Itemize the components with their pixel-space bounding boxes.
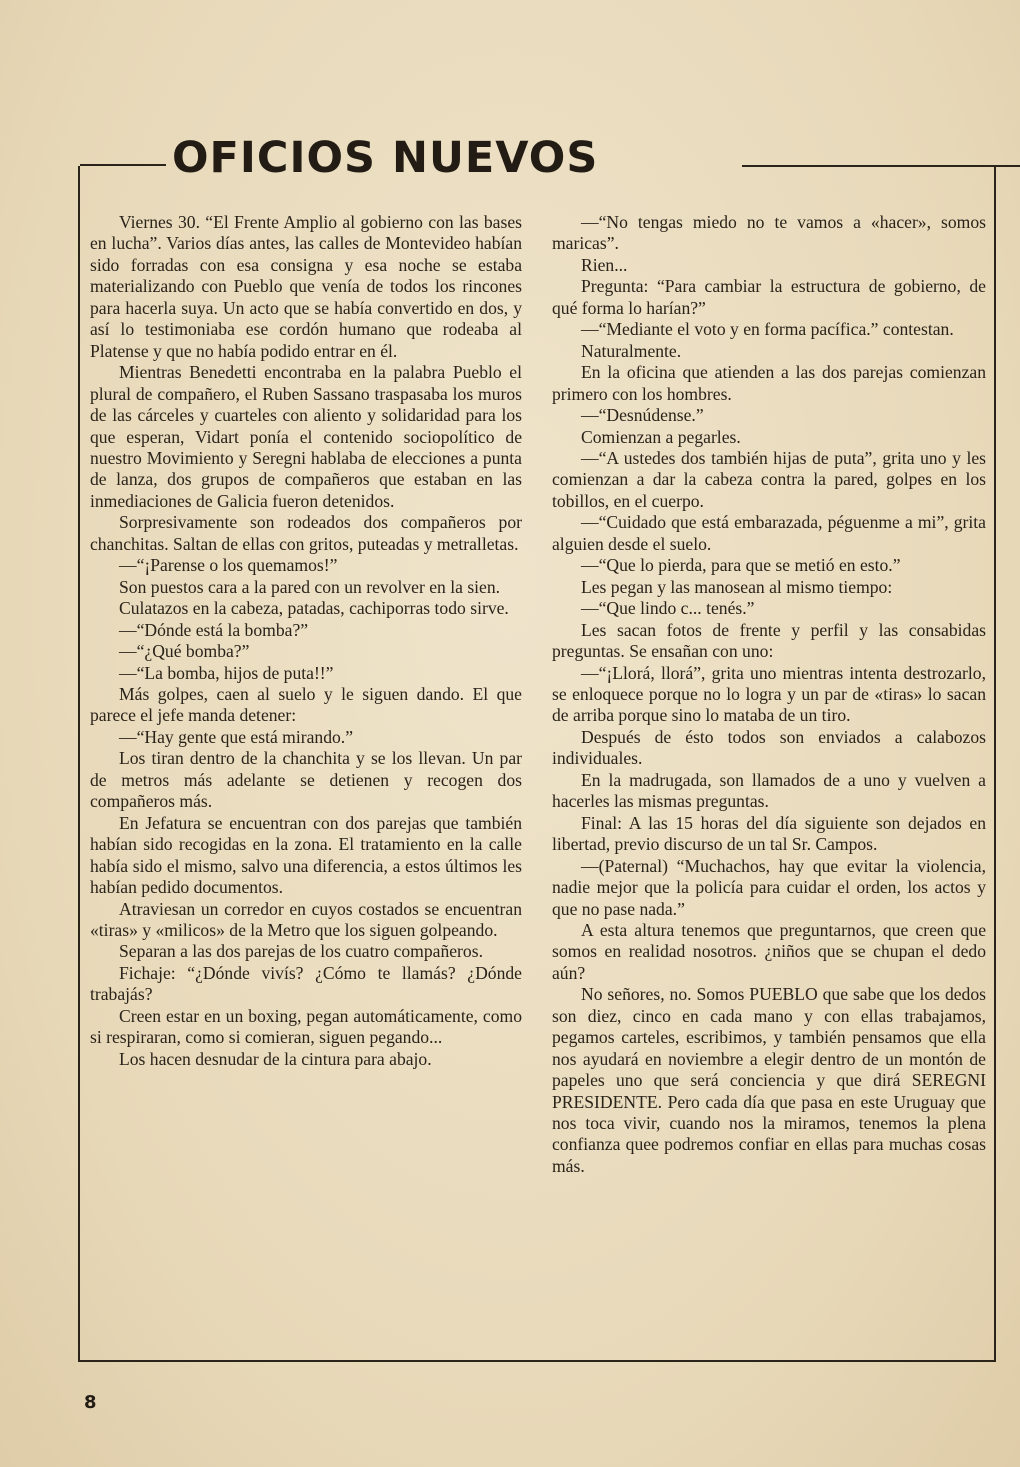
- paragraph: Son puestos cara a la pared con un revolver en la sien.: [119, 576, 501, 597]
- paragraph: —“Hay gente que está mirando.”: [119, 726, 354, 747]
- paragraph: Final: A las 15 horas del día siguiente son dejados en libertad, previo discurso de un tal Sr. Campos.: [552, 812, 986, 855]
- paragraph: —“Que lindo c... tenés.”: [581, 598, 755, 619]
- frame-right-rule: [994, 166, 996, 1362]
- paragraph: —“Dónde está la bomba?”: [119, 619, 309, 640]
- paragraph: Separan a las dos parejas de los cuatro compañeros.: [119, 941, 483, 962]
- title-rule-right: [742, 165, 1020, 167]
- paragraph: Los tiran dentro de la chanchita y se los llevan. Un par de metros más adelante se detienen y recogen dos compañeros más.: [90, 748, 522, 812]
- paragraph: En la oficina que atienden a las dos parejas comienzan primero con los hombres.: [552, 362, 986, 404]
- paragraph: No señores, no. Somos PUEBLO que sabe que los dedos son diez, cinco en cada mano y con ellas trabajamos, pegamos carteles, escribimos, y también pensamos que ella nos ayudará en noviembre a elegir dentro de un montón de papeles uno que será conciencia y que dirá SEREGNI PRESIDENTE. Pero cada día que pasa en este Uruguay que nos toca vivir, cuando nos la miramos, tenemos la plena confianza quee podremos confiar en ellas para muchas cosas más.: [552, 984, 986, 1176]
- page-number: 8: [84, 1392, 97, 1413]
- article-title: OFICIOS NUEVOS: [172, 133, 599, 183]
- frame-bottom-rule: [78, 1360, 996, 1362]
- paragraph: Viernes 30. “El Frente Amplio al gobierno con las bases en lucha”. Varios días antes, las calles de Montevideo habían sido forradas con esa consigna y esa noche se estaba materializando con Pueblo que venía de todos los rincones para hacerla suya. Un acto que se había convertido en dos, y así lo testimoniaba ese cordón humano que rodeaba al Platense y que no había podido entrar en él.: [90, 212, 522, 361]
- frame-left-rule: [78, 166, 80, 1362]
- title-rule-left: [80, 164, 166, 166]
- paragraph: —“Mediante el voto y en forma pacífica.” contestan.: [581, 319, 954, 340]
- paragraph: Rien...: [581, 254, 628, 275]
- paragraph: Creen estar en un boxing, pegan automáticamente, como si respiraran, como si comieran, siguen pegando...: [90, 1005, 522, 1048]
- paragraph: —“Que lo pierda, para que se metió en esto.”: [581, 555, 901, 576]
- paragraph: A esta altura tenemos que preguntarnos, que creen que somos en realidad nosotros. ¿niños que se chupan el dedo aún?: [552, 919, 986, 983]
- paragraph: —“¿Qué bomba?”: [119, 641, 250, 662]
- paragraph: Mientras Benedetti encontraba en la palabra Pueblo el plural de compañero, el Ruben Sassano traspasaba los muros de las cárceles y cuarteles con aliento y solidaridad para los que esperan, Vidart ponía el contenido sociopolítico de nuestro Movimiento y Seregni hablaba de elecciones a punta de lanza, dos grupos de compañeros que estaban en las inmediaciones de Galicia fueron detenidos.: [90, 362, 522, 511]
- paragraph: Culatazos en la cabeza, patadas, cachiporras todo sirve.: [119, 598, 509, 619]
- paragraph: En Jefatura se encuentran con dos parejas que también habían sido recogidas en la zona. El tratamiento en la calle había sido el mismo, salvo una diferencia, a estos últimos les habían pedido documentos.: [90, 812, 522, 898]
- paragraph: —(Paternal) “Muchachos, hay que evitar la violencia, nadie mejor que la policía para cuidar el orden, los actos y que no pase nada.”: [552, 855, 986, 919]
- paragraph: Comienzan a pegarles.: [581, 426, 741, 447]
- paragraph: Fichaje: “¿Dónde vivís? ¿Cómo te llamás? ¿Dónde trabajás?: [90, 962, 522, 1005]
- paragraph: Les sacan fotos de frente y perfil y las consabidas preguntas. Se ensañan con uno:: [552, 619, 986, 662]
- paragraph: —“Desnúdense.”: [581, 405, 704, 426]
- paragraph: En la madrugada, son llamados de a uno y vuelven a hacerles las mismas preguntas.: [552, 769, 986, 812]
- paragraph: —“¡Parense o los quemamos!”: [119, 555, 338, 576]
- article-column-right: [552, 212, 986, 1177]
- article-column-left: [90, 212, 522, 1070]
- paragraph: Pregunta: “Para cambiar la estructura de gobierno, de qué forma lo harían?”: [552, 276, 986, 318]
- paragraph: —“La bomba, hijos de puta!!”: [119, 662, 334, 683]
- paragraph: Les pegan y las manosean al mismo tiempo:: [581, 576, 893, 597]
- paragraph: —“No tengas miedo no te vamos a «hacer», somos maricas”.: [552, 212, 986, 254]
- paragraph: Más golpes, caen al suelo y le siguen dando. El que parece el jefe manda detener:: [90, 683, 522, 726]
- paragraph: Después de ésto todos son enviados a calabozos individuales.: [552, 726, 986, 769]
- title-row: [80, 132, 998, 184]
- paragraph: Naturalmente.: [581, 340, 682, 361]
- paragraph: Los hacen desnudar de la cintura para abajo.: [119, 1048, 432, 1069]
- paragraph: Atraviesan un corredor en cuyos costados se encuentran «tiras» y «milicos» de la Metro que los siguen golpeando.: [90, 898, 522, 940]
- paragraph: —“A ustedes dos también hijas de puta”, grita uno y les comienzan a dar la cabeza contra la pared, golpes en los tobillos, en el cuerpo.: [552, 447, 986, 511]
- paragraph: —“¡Llorá, llorá”, grita uno mientras intenta destrozarlo, se enloquece porque no lo logra y un par de «tiras» lo sacan de arriba porque sino lo mataba de un tiro.: [552, 662, 986, 726]
- paragraph: Sorpresivamente son rodeados dos compañeros por chanchitas. Saltan de ellas con gritos, puteadas y metralletas.: [90, 512, 522, 554]
- paragraph: —“Cuidado que está embarazada, péguenme a mi”, grita alguien desde el suelo.: [552, 512, 986, 554]
